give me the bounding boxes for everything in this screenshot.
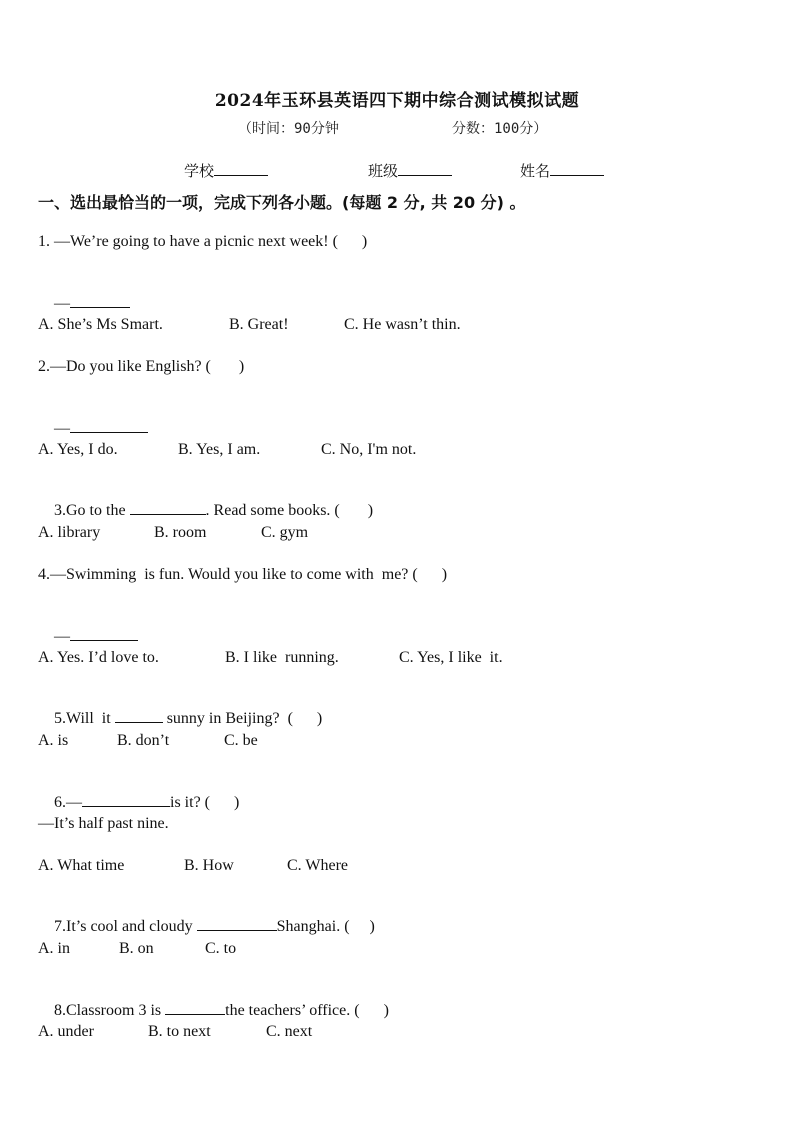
question-8-option-a[interactable]: A. under (38, 1023, 94, 1040)
question-8-blank[interactable] (165, 1000, 225, 1015)
question-8-stem-pre: 8.Classroom 3 is (54, 1002, 166, 1019)
question-2-blank[interactable] (70, 418, 148, 433)
question-3-stem-post: . Read some books. ( ) (205, 502, 374, 519)
question-7-option-b[interactable]: B. on (119, 940, 154, 957)
question-3-option-a[interactable]: A. library (38, 524, 101, 541)
class-label: 班级 (368, 162, 399, 180)
question-2-option-a[interactable]: A. Yes, I do. (38, 441, 118, 458)
question-1-stem: 1. —We’re going to have a picnic next week! ( ) (38, 233, 368, 250)
class-field[interactable] (368, 160, 452, 181)
name-label: 姓名 (520, 162, 551, 180)
school-label: 学校 (184, 162, 215, 180)
question-6-blank[interactable] (82, 792, 170, 807)
question-7-option-c[interactable]: C. to (205, 940, 237, 957)
exam-score: 分数：100分） (452, 121, 548, 137)
question-4-option-c[interactable]: C. Yes, I like it. (399, 649, 503, 666)
name-field[interactable] (520, 160, 604, 181)
question-8-option-b[interactable]: B. to next (148, 1023, 211, 1040)
question-1-option-b[interactable]: B. Great! (229, 316, 289, 333)
question-7-stem-post: Shanghai. ( ) (276, 918, 375, 935)
question-5-stem (38, 690, 322, 746)
question-1-option-a[interactable]: A. She’s Ms Smart. (38, 316, 163, 333)
section-heading: 一、选出最恰当的一项，完成下列各小题。(每题 2 分, 共 20 分) 。 (38, 193, 526, 212)
question-6-option-c[interactable]: C. Where (287, 857, 349, 874)
question-5-stem-pre: 5.Will it (54, 710, 115, 727)
question-2-reply-dash: — (54, 420, 70, 437)
question-5-blank[interactable] (115, 708, 163, 723)
question-3-option-b[interactable]: B. room (154, 524, 207, 541)
class-blank[interactable] (398, 161, 452, 176)
question-6-stem-post: is it? ( ) (170, 794, 240, 811)
question-4-option-a[interactable]: A. Yes. I’d love to. (38, 649, 159, 666)
question-8-option-c[interactable]: C. next (266, 1023, 313, 1040)
question-2-option-c[interactable]: C. No, I'm not. (321, 441, 417, 458)
question-7-blank[interactable] (197, 916, 277, 931)
question-4-blank[interactable] (70, 626, 138, 641)
question-4-option-b[interactable]: B. I like running. (225, 649, 339, 666)
school-field[interactable] (184, 160, 268, 181)
name-blank[interactable] (550, 161, 604, 176)
question-5-stem-post: sunny in Beijing? ( ) (162, 710, 323, 727)
question-6-stem-pre: 6.— (54, 794, 82, 811)
question-3-blank[interactable] (130, 500, 206, 515)
question-4-reply-dash: — (54, 628, 70, 645)
question-5-option-a[interactable]: A. is (38, 732, 69, 749)
question-7-option-a[interactable]: A. in (38, 940, 70, 957)
question-4-stem: 4.—Swimming is fun. Would you like to come with me? ( ) (38, 566, 448, 583)
question-1-blank[interactable] (70, 293, 130, 308)
question-8-stem-post: the teachers’ office. ( ) (225, 1002, 389, 1019)
question-2-stem: 2.—Do you like English? ( ) (38, 358, 245, 375)
exam-time: （时间：90分钟 (238, 121, 339, 137)
question-1-option-c[interactable]: C. He wasn’t thin. (344, 316, 461, 333)
question-7-stem-pre: 7.It’s cool and cloudy (54, 918, 197, 935)
question-6-option-a[interactable]: A. What time (38, 857, 125, 874)
question-1-reply-dash: — (54, 295, 70, 312)
question-5-option-c[interactable]: C. be (224, 732, 258, 749)
question-6-reply: —It’s half past nine. (38, 815, 169, 832)
question-3-stem-pre: 3.Go to the (54, 502, 130, 519)
question-5-option-b[interactable]: B. don’t (117, 732, 170, 749)
question-6-option-b[interactable]: B. How (184, 857, 234, 874)
page-title: 2024年玉环县英语四下期中综合测试模拟试题 (214, 91, 580, 111)
question-2-option-b[interactable]: B. Yes, I am. (178, 441, 261, 458)
question-3-option-c[interactable]: C. gym (261, 524, 309, 541)
school-blank[interactable] (214, 161, 268, 176)
